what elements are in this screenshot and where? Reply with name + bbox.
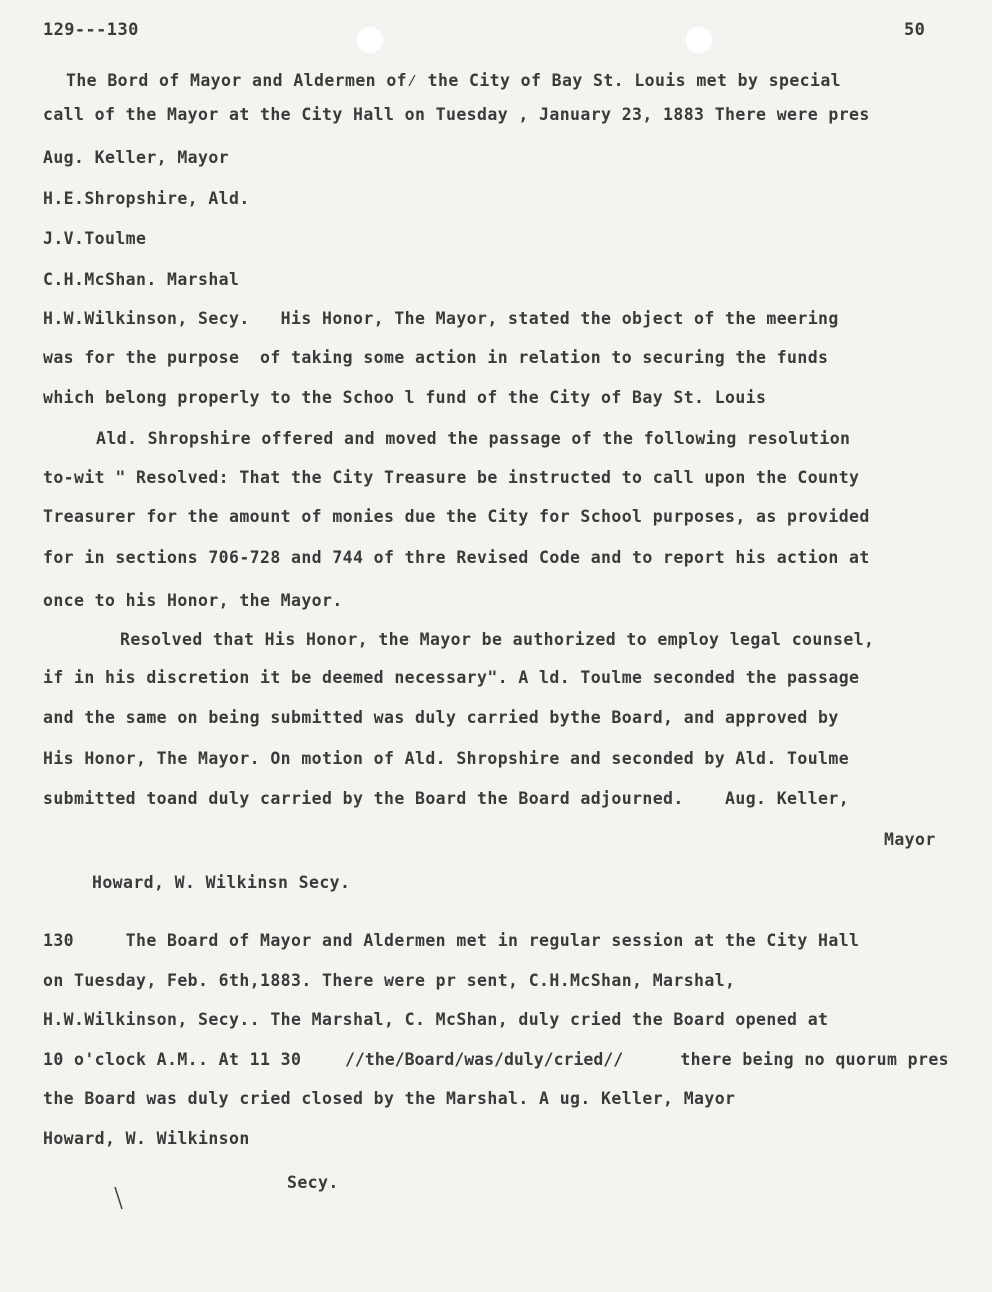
text-line: Howard, W. Wilkinson	[43, 1129, 250, 1148]
text-line: call of the Mayor at the City Hall on Tuesday , January 23, 1883 There were pres	[43, 105, 870, 124]
text-line: Aug. Keller, Mayor	[43, 148, 230, 167]
pen-stroke-mark	[112, 1185, 132, 1215]
text-line: on Tuesday, Feb. 6th,1883. There were pr sent, C.H.McShan, Marshal,	[43, 971, 736, 990]
text-line: H.W.Wilkinson, Secy.. The Marshal, C. McShan, duly cried the Board opened at	[43, 1010, 829, 1029]
text-line: His Honor, The Mayor. On motion of Ald. Shropshire and seconded by Ald. Toulme	[43, 749, 850, 768]
text-line: The Bord of Mayor and Aldermen of⁄ the City of Bay St. Louis met by special	[66, 71, 842, 90]
text-line: C.H.McShan. Marshal	[43, 270, 240, 289]
punch-hole-left	[355, 25, 385, 55]
text-line: to-wit " Resolved: That the City Treasure be instructed to call upon the County	[43, 468, 860, 487]
text-line: once to his Honor, the Mayor.	[43, 591, 343, 610]
text-line: the Board was duly cried closed by the Marshal. A ug. Keller, Mayor	[43, 1089, 736, 1108]
page-number: 50	[904, 20, 926, 40]
text-line: Resolved that His Honor, the Mayor be authorized to employ legal counsel,	[120, 630, 875, 649]
punch-hole-right	[684, 25, 714, 55]
text-line: H.E.Shropshire, Ald.	[43, 189, 250, 208]
text-line: Mayor	[884, 830, 936, 849]
text-line: Ald. Shropshire offered and moved the passage of the following resolution	[96, 429, 851, 448]
struck-out-text: //the/Board/was/duly/cried//	[345, 1050, 624, 1069]
text-line: and the same on being submitted was duly carried bythe Board, and approved by	[43, 708, 839, 727]
text-line: which belong properly to the Schoo l fund of the City of Bay St. Louis	[43, 388, 767, 407]
text-line: H.W.Wilkinson, Secy. His Honor, The Mayor, stated the object of the meering	[43, 309, 839, 328]
page-range: 129---130	[43, 20, 139, 40]
text-line-end: there being no quorum pres	[670, 1050, 950, 1069]
text-line: Howard, W. Wilkinsn Secy.	[92, 873, 351, 892]
text-line: Treasurer for the amount of monies due the City for School purposes, as provided	[43, 507, 870, 526]
text-line: was for the purpose of taking some action in relation to securing the funds	[43, 348, 829, 367]
text-line: submitted toand duly carried by the Board the Board adjourned. Aug. Keller,	[43, 789, 850, 808]
text-line: J.V.Toulme	[43, 229, 147, 248]
text-line: 130 The Board of Mayor and Aldermen met in regular session at the City Hall	[43, 931, 860, 950]
text-line: if in his discretion it be deemed necessary". A ld. Toulme seconded the passage	[43, 668, 860, 687]
text-line: Secy.	[287, 1173, 339, 1192]
text-line: for in sections 706-728 and 744 of thre Revised Code and to report his action at	[43, 548, 870, 567]
text-line-start: 10 o'clock A.M.. At 11 30	[43, 1050, 302, 1069]
